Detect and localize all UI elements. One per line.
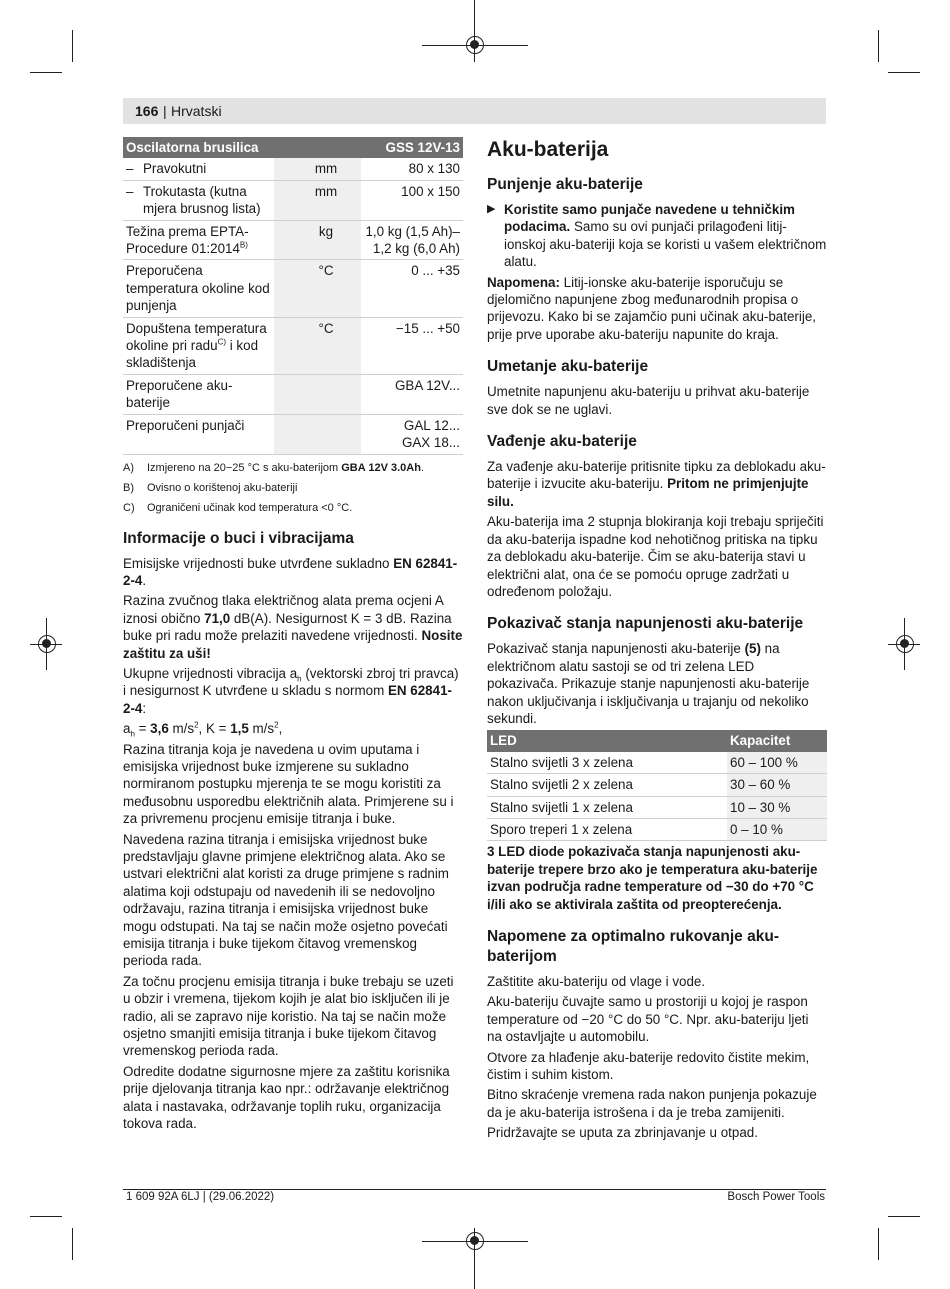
table-row — [123, 317, 463, 374]
footnote-text: Ograničeni učinak kod temperatura <0 °C. — [147, 501, 353, 514]
capacity-col-header: Kapacitet — [727, 730, 827, 751]
paragraph: Za točnu procjenu emisija titranja i buke trebaju se uzeti u obzir i vremena, tijekom kojih je alat bio isključen ili je radio, ali se zapravo nije koristio. Na taj se način može osjetno smanjiti emisija titranja i buke tijekom čitavog vremenskog perioda rada. — [123, 973, 454, 1059]
paragraph: Aku-bateriju čuvajte samo u prostoriji u kojoj je raspon temperature od −20 °C do 50 °C. Npr. aku-bateriju ljeti na ostavljajte u automobilu. — [487, 994, 809, 1045]
spec-unit — [274, 374, 361, 414]
spec-value: 100 x 150 — [361, 180, 463, 220]
table-row — [123, 220, 463, 260]
spec-label: Preporučene aku-baterije — [123, 374, 274, 414]
registration-target-icon — [466, 1232, 484, 1250]
paragraph: Umetnite napunjenu aku-bateriju u prihvat aku-baterije sve dok se ne uglavi. — [487, 384, 810, 417]
table-row — [123, 374, 463, 414]
vibration-values: $a_h = 3,6$ $m/s^2$, K = 1,5 $m/s^2$, — [123, 720, 283, 739]
crop-mark — [888, 72, 920, 73]
paragraph: Odredite dodatne sigurnosne mjere za zaštitu korisnika prije djelovanja titranja kao npr.: održavanje električnog alata i nastavaka, održavanje toplih ruku, organizacija tokova rada. — [123, 1063, 450, 1132]
remove-heading: Vađenje aku-baterije — [487, 433, 637, 451]
footnote-bold: GBA 12V 3.0Ah — [341, 461, 421, 474]
right-column — [487, 137, 827, 1145]
page-number: 166 — [135, 103, 159, 119]
spec-label: Težina prema EPTA-Procedure 01:2014 — [126, 223, 249, 257]
spec-label: Pravokutni — [143, 161, 207, 177]
spec-value: 1,2 kg (6,0 Ah) — [372, 241, 460, 257]
header-language: Hrvatski — [171, 103, 222, 119]
spec-title: Oscilatorna brusilica — [123, 137, 274, 158]
crop-mark — [888, 1216, 920, 1217]
paragraph: Za vađenje aku-baterije pritisnite tipku za deblokadu aku-baterije i izvucite aku-bateriju. Pritom ne primjenjujte silu. — [487, 459, 826, 509]
crop-mark — [878, 1228, 879, 1260]
spec-label: Trokutasta (kutna mjera brusnog lista) — [143, 183, 261, 217]
led-state: Sporo treperi 1 x zelena — [487, 818, 727, 840]
footnote-ref: B) — [239, 240, 248, 250]
paragraph: Razina titranja koja je navedena u ovim uputama i emisijska vrijednost buke izmjerene su sukladno normiranom postupku mjerenja te se mogu koristiti za međusobnu usporedbu električnih alata. Primjerene su i za privremenu procjenu emisije titranja i buke. — [123, 741, 454, 827]
footer-doc-id: 1 609 92A 6LJ | (29.06.2022) — [126, 1191, 275, 1203]
crop-mark — [72, 1228, 73, 1260]
paragraph: Pridržavajte se uputa za zbrinjavanje u otpad. — [487, 1125, 758, 1141]
spec-unit: mm — [274, 158, 361, 180]
indicator-heading: Pokazivač stanja napunjenosti aku-baterije — [487, 615, 804, 633]
table-row — [487, 818, 827, 840]
spec-unit: °C — [274, 260, 361, 317]
spec-label: Dopuštena temperatura okoline pri radu — [126, 320, 267, 354]
spec-unit: mm — [274, 180, 361, 220]
paragraph: Otvore za hlađenje aku-baterije redovito čistite mekim, čistim i suhim kistom. — [487, 1049, 810, 1083]
charging-heading: Punjenje aku-baterije — [487, 176, 643, 193]
led-warning: 3 LED diode pokazivača stanja napunjenosti aku-baterije trepere brzo ako je temperatura aku-baterije izvan područja radne temperature od −30 do +70 °C i/ili ako se aktivirala zaštita od preopterećenja. — [487, 844, 818, 912]
footnote-text: Izmjereno na 20−25 °C s aku-baterijom — [147, 461, 342, 474]
footer-rule — [123, 1189, 826, 1190]
footnote — [123, 481, 463, 495]
spec-unit: kg — [274, 220, 361, 260]
handling-heading: Napomene za optimalno rukovanje aku-baterijom — [487, 928, 779, 965]
footnote-key: B) — [123, 481, 134, 494]
paragraph: Razina zvučnog tlaka električnog alata prema ocjeni A iznosi obično 71,0 dB(A). Nesigurnost K = 3 dB. Razina buke pri radu može prelaziti navedene vrijednosti. Nosite zaštitu za uši! — [123, 593, 463, 661]
footer-brand: Bosch Power Tools — [727, 1191, 825, 1203]
table-row — [487, 796, 827, 818]
table-row — [123, 260, 463, 317]
footnote — [123, 461, 463, 475]
paragraph: Bitno skraćenje vremena rada nakon punjenja pokazuje da je aku-baterija istrošena i da je treba zamijeniti. — [487, 1087, 817, 1120]
noise-heading: Informacije o buci i vibracijama — [123, 529, 354, 547]
insert-heading: Umetanje aku-baterije — [487, 358, 649, 376]
capacity: 10 – 30 % — [727, 796, 827, 818]
table-row — [487, 752, 827, 774]
spec-unit: °C — [274, 317, 361, 374]
paragraph: Ukupne vrijednosti vibracija $a_h$ (vektorski zbroj tri pravca) i nesigurnost K utvrđene u skladu s normom EN 62841-2-4: — [123, 665, 459, 716]
footnote-end: . — [420, 461, 424, 474]
registration-target-icon — [896, 635, 914, 653]
crop-mark — [30, 1216, 62, 1217]
spec-label: i kod skladištenja — [126, 338, 259, 371]
arrow-icon: ▶ — [487, 203, 496, 215]
spec-unit — [274, 414, 361, 454]
crop-mark — [72, 30, 73, 62]
page-header — [123, 98, 826, 124]
table-row — [123, 414, 463, 454]
footnote-key: A) — [123, 461, 134, 474]
table-row — [487, 774, 827, 796]
header-separator: | — [163, 103, 167, 119]
paragraph: Zaštitite aku-bateriju od vlage i vode. — [487, 974, 706, 989]
spec-value: GBA 12V... — [361, 374, 463, 414]
spec-value: 1,0 kg (1,5 Ah)– — [365, 223, 460, 239]
table-row — [123, 180, 463, 220]
led-state: Stalno svijetli 2 x zelena — [487, 774, 727, 796]
paragraph: Navedena razina titranja i emisijska vrijednost buke predstavljaju glavne primjene električnog alata. Ako se ustvari električni alat koristi za druge primjene s radnim alatima koji odstupaju od navedenih ili se nedovoljno održavaju, razina titranja i emisijska vrijednost buke mogu odstupati. Na taj se način može osjetno povećati emisija titranja i buke tijekom čitavog vremenskog perioda rada. — [123, 831, 449, 969]
spec-table — [123, 137, 463, 455]
spec-model: GSS 12V-13 — [274, 137, 463, 158]
spec-value: GAL 12... — [403, 417, 460, 433]
spec-value: −15 ... +50 — [361, 317, 463, 374]
led-state: Stalno svijetli 1 x zelena — [487, 796, 727, 818]
paragraph: Pokazivač stanja napunjenosti aku-baterije (5) na električnom alatu sastoji se od tri zelena LED pokazivača. Prikazuje stanje napunjenosti aku-baterije nakon uključivanja i isključivanja u trajanju od nekoliko sekundi. — [487, 641, 810, 726]
capacity: 0 – 10 % — [727, 818, 827, 840]
led-table-header — [487, 730, 827, 751]
registration-target-icon — [38, 635, 56, 653]
spec-value: GAX 18... — [401, 435, 460, 451]
crop-mark — [30, 72, 62, 73]
led-col-header: LED — [487, 730, 727, 751]
note: Napomena: Litij-ionske aku-baterije isporučuju se djelomično napunjene zbog međunarodnih propisa o prijevozu. Kako bi se zajamčio puni učinak aku-baterije, prije prve uporabe aku-bateriju napunite do kraja. — [487, 274, 816, 342]
capacity: 30 – 60 % — [727, 774, 827, 796]
table-row — [123, 158, 463, 180]
warning-bullet: ▶ Koristite samo punjače navedene u tehničkim podacima. Samo su ovi punjači prilagođeni litij-ionskoj aku-bateriji koja se koristi u vašem električnom alatu. — [487, 202, 827, 270]
footnotes — [123, 461, 463, 515]
footnote-text: Ovisno o korištenoj aku-bateriji — [147, 481, 298, 494]
spec-value: 80 x 130 — [361, 158, 463, 180]
dash: – — [126, 161, 134, 177]
spec-label: Preporučena temperatura okoline kod punjenja — [123, 260, 274, 317]
paragraph: Aku-baterija ima 2 stupnja blokiranja koji trebaju spriječiti da aku-baterija ispadne kod nehotičnog pritiska na tipku za deblokadu aku-baterije. Čim se aku-baterija stavi u električni alat, ona će se pomoću opruge zadržati u određenom položaju. — [487, 514, 824, 599]
footnote — [123, 501, 463, 515]
left-column — [123, 137, 463, 1136]
footnote-ref: C) — [217, 337, 227, 347]
battery-title: Aku-baterija — [487, 138, 609, 161]
paragraph: Emisijske vrijednosti buke utvrđene sukladno EN 62841-2-4. — [123, 555, 458, 588]
spec-label: Preporučeni punjači — [123, 414, 274, 454]
capacity: 60 – 100 % — [727, 752, 827, 774]
spec-value: 0 ... +35 — [361, 260, 463, 317]
footnote-key: C) — [123, 501, 135, 514]
led-table — [487, 730, 827, 841]
spec-table-header — [123, 137, 463, 158]
led-state: Stalno svijetli 3 x zelena — [487, 752, 727, 774]
crop-mark — [878, 30, 879, 62]
dash: – — [126, 183, 134, 199]
registration-target-icon — [466, 36, 484, 54]
